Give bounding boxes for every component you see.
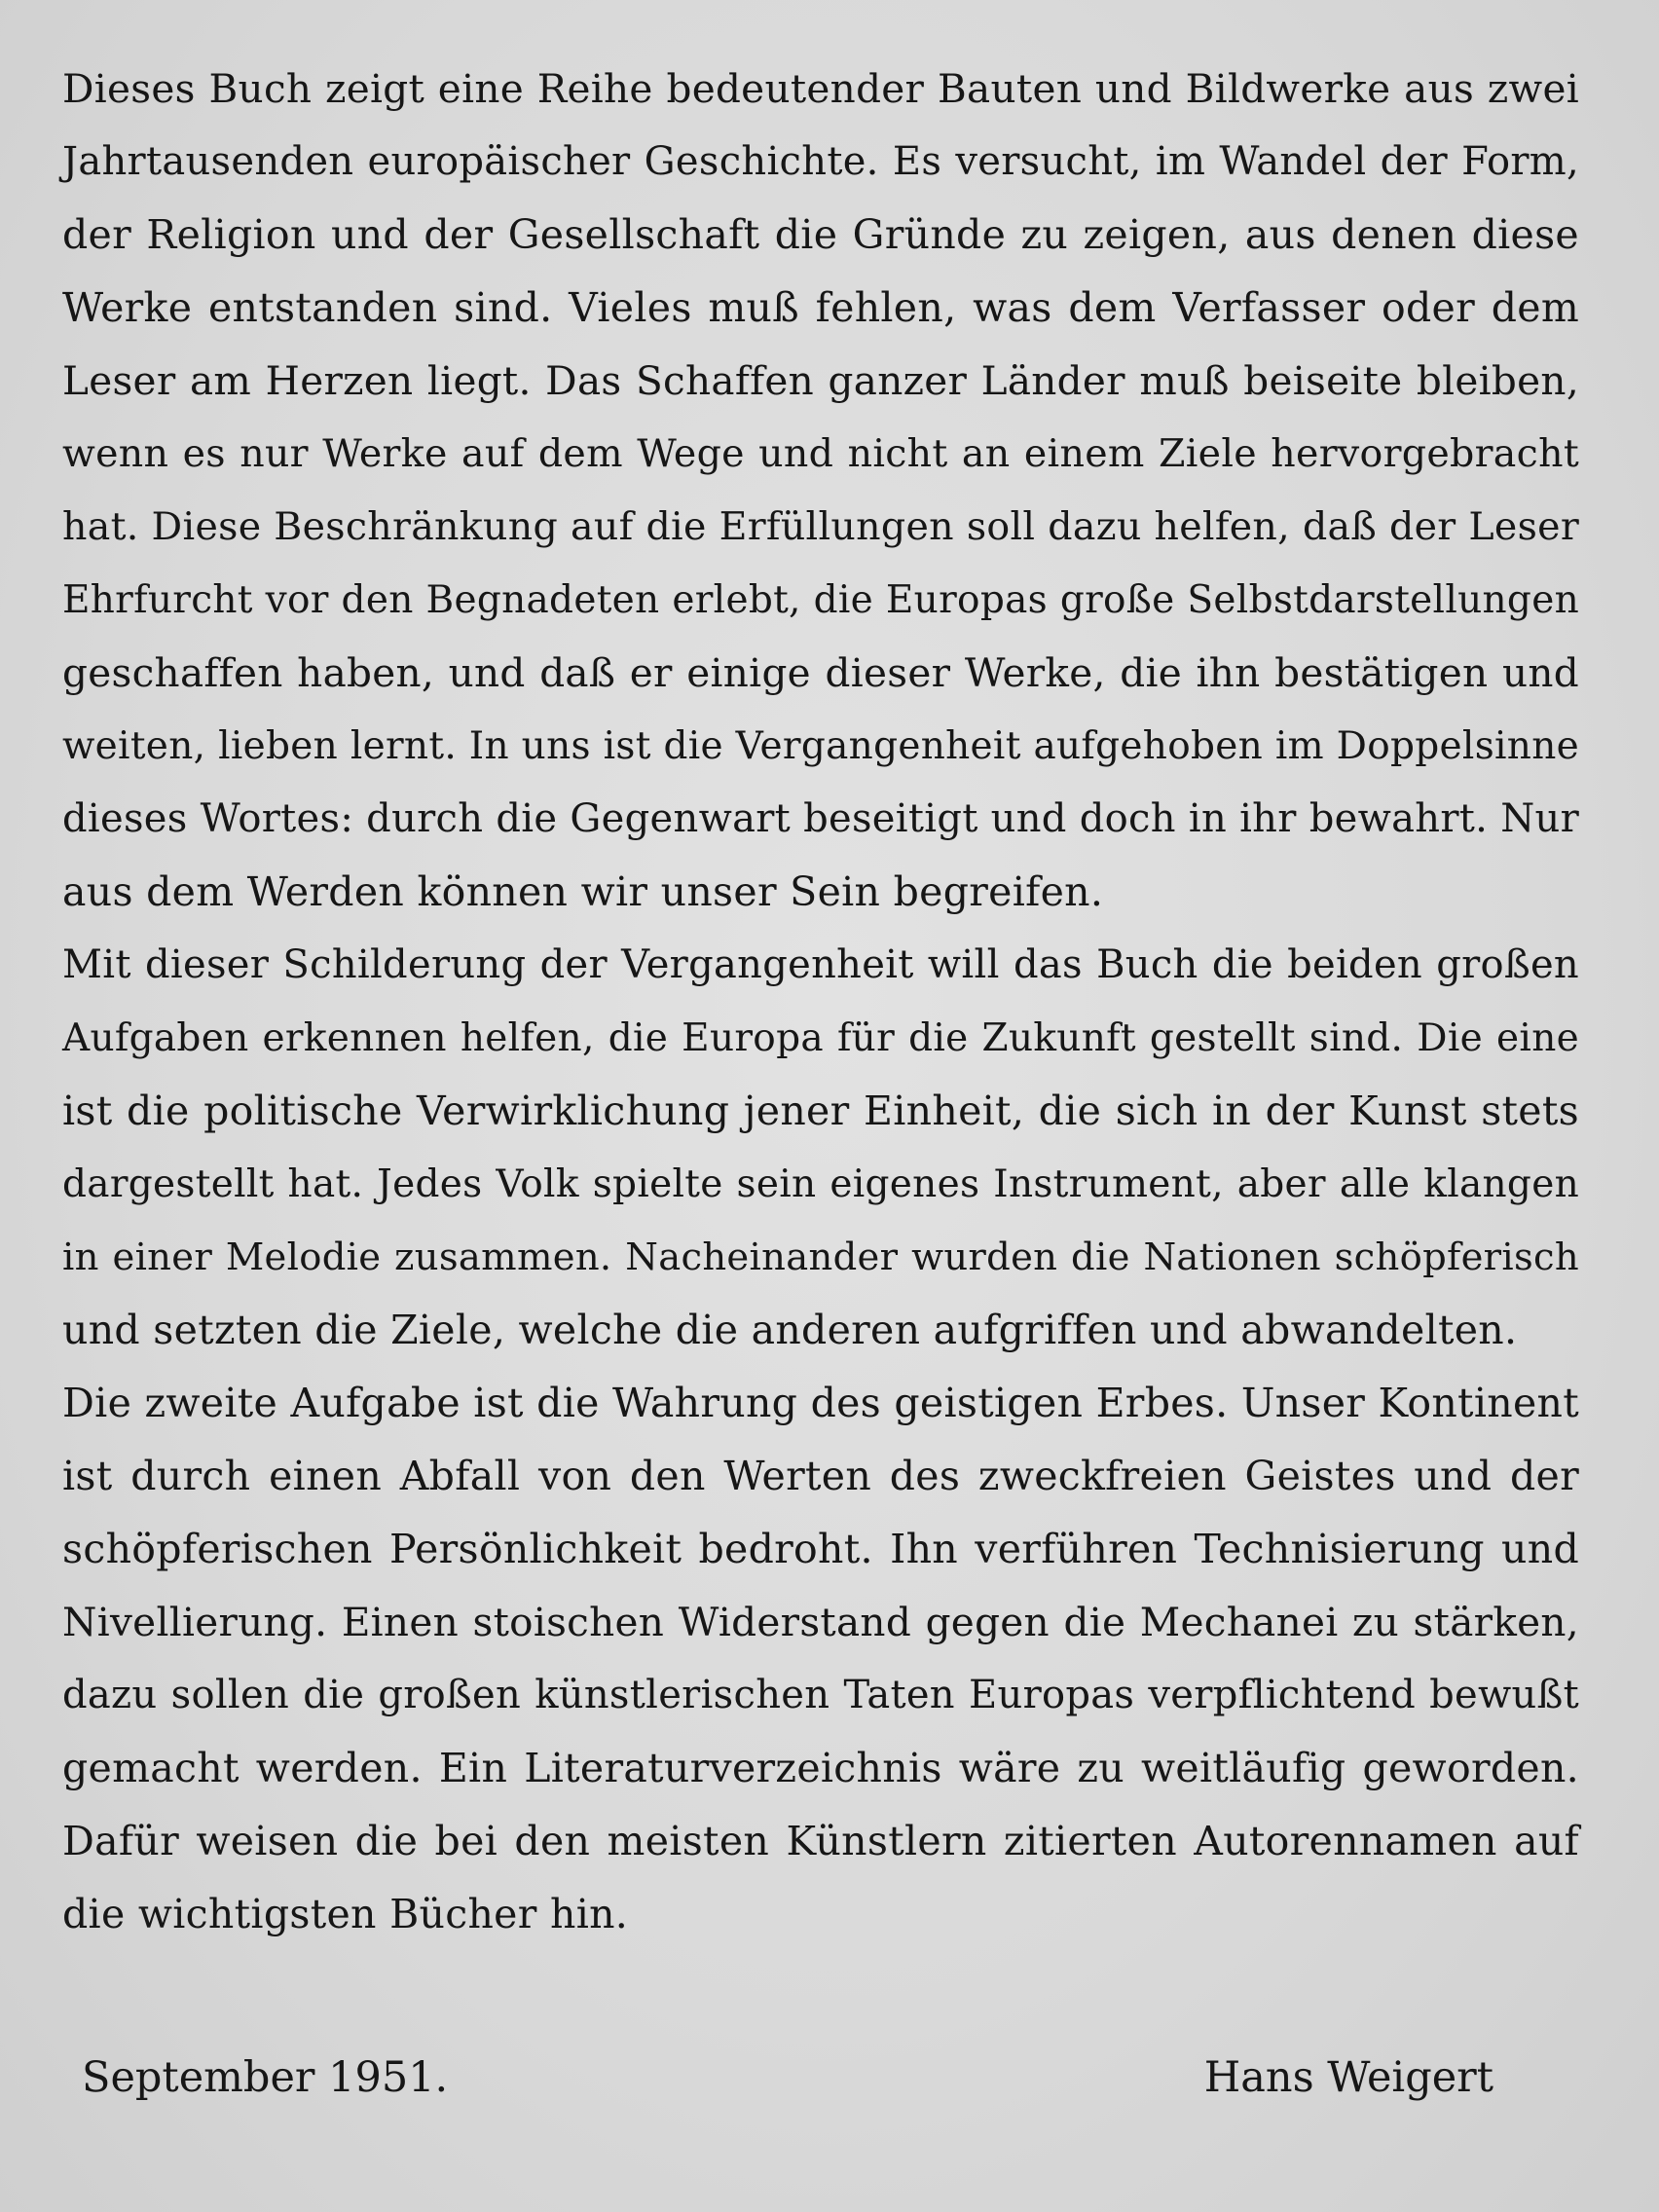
text-line: Dieses Buch zeigt eine Reihe bedeutender Bauten und Bildwerke aus zwei bbox=[62, 65, 1579, 112]
text-line: die wichtigsten Bücher hin. bbox=[62, 1891, 629, 1937]
text-line: Werke entstanden sind. Vieles muß fehlen, was dem Verfasser oder dem bbox=[62, 284, 1579, 331]
text-line: Die zweite Aufgabe ist die Wahrung des geistigen Erbes. Unser Kontinent bbox=[62, 1380, 1579, 1426]
author-name: Hans Weigert bbox=[1203, 2053, 1493, 2102]
text-line: und setzten die Ziele, welche die anderen aufgriffen und abwandelten. bbox=[62, 1307, 1518, 1353]
text-line: in einer Melodie zusammen. Nacheinander wurden die Nationen schöpferisch bbox=[62, 1235, 1579, 1279]
text-line: der Religion und der Gesellschaft die Gründe zu zeigen, aus denen diese bbox=[62, 211, 1579, 258]
text-line: Mit dieser Schilderung der Vergangenheit will das Buch die beiden großen bbox=[62, 942, 1579, 987]
text-line: ist durch einen Abfall von den Werten des zweckfreien Geistes und der bbox=[62, 1453, 1579, 1499]
text-line: Nivellierung. Einen stoischen Widerstand gegen die Mechanei zu stärken, bbox=[62, 1599, 1579, 1645]
date-line: September 1951. bbox=[82, 2053, 449, 2102]
text-line: gemacht werden. Ein Literaturverzeichnis wäre zu weitläufig geworden. bbox=[62, 1745, 1579, 1791]
text-line: Leser am Herzen liegt. Das Schaffen ganzer Länder muß beiseite bleiben, bbox=[62, 357, 1579, 404]
text-line: dargestellt hat. Jedes Volk spielte sein eigenes Instrument, aber alle klangen bbox=[62, 1162, 1579, 1206]
text-line: dazu sollen die großen künstlerischen Taten Europas verpflichtend bewußt bbox=[62, 1673, 1579, 1717]
text-line: ist die politische Verwirklichung jener Einheit, die sich in der Kunst stets bbox=[62, 1088, 1579, 1134]
text-line: Aufgaben erkennen helfen, die Europa für die Zukunft gestellt sind. Die eine bbox=[62, 1016, 1579, 1060]
preface-text bbox=[62, 53, 1579, 1951]
text-line: wenn es nur Werke auf dem Wege und nicht an einem Ziele hervorgebracht bbox=[62, 431, 1579, 476]
signature-footer bbox=[0, 2039, 1659, 2117]
text-line: hat. Diese Beschränkung auf die Erfüllungen soll dazu helfen, daß der Leser bbox=[62, 504, 1579, 549]
text-line: weiten, lieben lernt. In uns ist die Vergangenheit aufgehoben im Doppelsinne bbox=[62, 724, 1579, 768]
text-line: dieses Wortes: durch die Gegenwart beseitigt und doch in ihr bewahrt. Nur bbox=[62, 796, 1579, 841]
text-line: aus dem Werden können wir unser Sein begreifen. bbox=[62, 868, 1104, 915]
text-line: schöpferischen Persönlichkeit bedroht. Ihn verführen Technisierung und bbox=[62, 1526, 1579, 1572]
text-line: geschaffen haben, und daß er einige dieser Werke, die ihn bestätigen und bbox=[62, 649, 1579, 696]
text-line: Ehrfurcht vor den Begnadeten erlebt, die Europas große Selbstdarstellungen bbox=[62, 578, 1579, 622]
text-line: Jahrtausenden europäischer Geschichte. Es versucht, im Wandel der Form, bbox=[62, 139, 1579, 184]
text-line: Dafür weisen die bei den meisten Künstlern zitierten Autorennamen auf bbox=[62, 1818, 1579, 1864]
